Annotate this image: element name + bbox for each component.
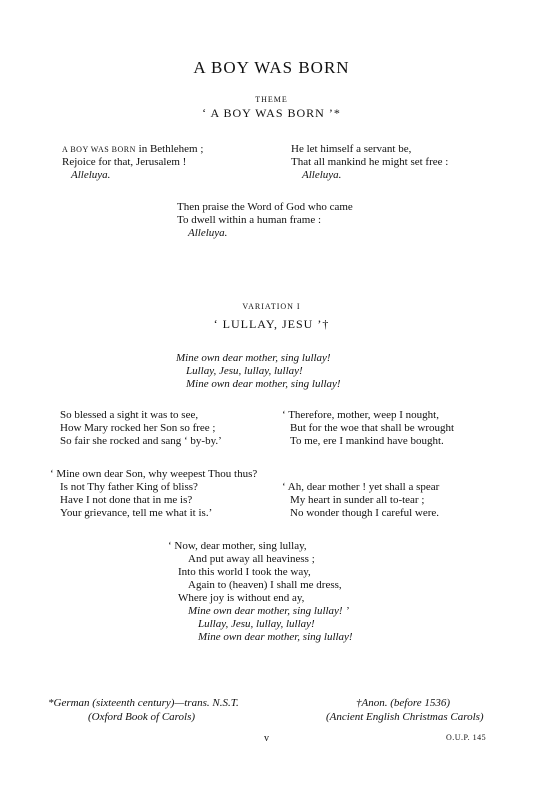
- alleluya-line: Alleluya.: [71, 169, 111, 181]
- refrain-line: Lullay, Jesu, lullay, lullay!: [198, 618, 315, 630]
- first-words-small-caps: A BOY WAS BORN: [62, 145, 136, 154]
- verse-line: But for the woe that shall be wrought: [290, 422, 455, 434]
- refrain-line: Mine own dear mother, sing lullay!: [198, 631, 353, 643]
- verse-line: No wonder though I careful were.: [290, 507, 440, 519]
- verse-line: ‘ Ah, dear mother ! yet shall a spear: [282, 481, 440, 493]
- verse-line: So blessed a sight it was to see,: [60, 409, 199, 421]
- theme-title: ‘ A BOY WAS BORN ’*: [202, 106, 341, 120]
- theme-label: THEME: [255, 95, 288, 104]
- verse-line: Then praise the Word of God who came: [177, 201, 353, 213]
- footnote-source: (Ancient English Christmas Carols): [326, 711, 484, 723]
- page-number: v: [264, 733, 269, 744]
- verse-line: Rejoice for that, Jerusalem !: [62, 156, 187, 168]
- refrain-line: Lullay, Jesu, lullay, lullay!: [186, 365, 303, 377]
- variation-label: VARIATION I: [242, 302, 301, 311]
- verse-line: ‘ Therefore, mother, weep I nought,: [282, 409, 439, 421]
- publisher-mark: O.U.P. 145: [446, 733, 487, 742]
- verse-line: Where joy is without end ay,: [178, 592, 305, 604]
- footnote-line: †Anon. (before 1536): [356, 697, 450, 709]
- page-title: A BOY WAS BORN: [193, 58, 350, 77]
- verse-line: Is not Thy father King of bliss?: [60, 481, 198, 493]
- variation-title: ‘ LULLAY, JESU ’†: [213, 317, 330, 331]
- verse-line: He let himself a servant be,: [291, 143, 412, 155]
- verse-line: My heart in sunder all to-tear ;: [290, 494, 425, 506]
- alleluya-line: Alleluya.: [302, 169, 342, 181]
- verse-line: Again to (heaven) I shall me dress,: [188, 579, 342, 591]
- verse-line: And put away all heaviness ;: [188, 553, 315, 565]
- verse-line: That all mankind he might set free :: [291, 156, 449, 168]
- footnote-source: (Oxford Book of Carols): [88, 711, 196, 723]
- verse-line: Into this world I took the way,: [178, 566, 311, 578]
- refrain-line: Mine own dear mother, sing lullay!: [186, 378, 341, 390]
- verse-line: ‘ Now, dear mother, sing lullay,: [168, 540, 307, 552]
- footnote-line: *German (sixteenth century)—trans. N.S.T.: [48, 697, 239, 709]
- alleluya-line: Alleluya.: [188, 227, 228, 239]
- verse-line: To dwell within a human frame :: [177, 214, 322, 226]
- verse-line: ‘ Mine own dear Son, why weepest Thou thus?: [50, 468, 258, 480]
- verse-line: So fair she rocked and sang ‘ by-by.’: [60, 435, 222, 447]
- verse-line: [62, 143, 203, 156]
- first-line-rest: in Bethlehem ;: [135, 143, 204, 155]
- refrain-line: Mine own dear mother, sing lullay!: [176, 352, 331, 364]
- refrain-line: Mine own dear mother, sing lullay! ’: [188, 605, 350, 617]
- verse-line: How Mary rocked her Son so free ;: [60, 422, 216, 434]
- verse-line: Have I not done that in me is?: [60, 494, 193, 506]
- verse-line: Your grievance, tell me what it is.’: [60, 507, 213, 519]
- verse-line: To me, ere I mankind have bought.: [290, 435, 444, 447]
